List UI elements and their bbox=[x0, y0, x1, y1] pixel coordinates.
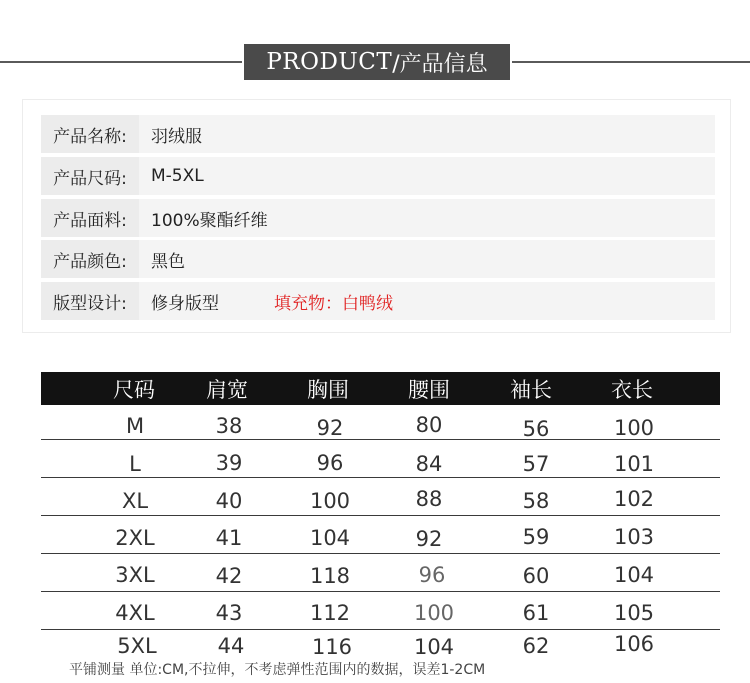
cell-length: 100 bbox=[613, 416, 655, 440]
cell-waist: 88 bbox=[415, 487, 443, 511]
cell-shoulder: 43 bbox=[215, 601, 243, 625]
measurement-note: 平铺测量 单位:CM,不拉伸，不考虑弹性范围内的数据，误差1-2CM bbox=[69, 662, 486, 678]
cell-waist: 84 bbox=[415, 452, 443, 476]
info-row-size bbox=[41, 157, 715, 195]
cell-sleeve: 58 bbox=[522, 489, 550, 513]
cell-waist: 80 bbox=[415, 413, 443, 437]
cell-shoulder: 42 bbox=[215, 564, 243, 588]
info-value: 修身版型 bbox=[151, 293, 219, 314]
header-rule-left bbox=[0, 61, 242, 63]
cell-size: M bbox=[125, 414, 145, 438]
cell-length: 104 bbox=[613, 563, 655, 587]
info-value: 100%聚酯纤维 bbox=[151, 210, 268, 231]
col-header-size: 尺码 bbox=[113, 377, 155, 402]
info-row-color bbox=[41, 240, 715, 278]
cell-size: XL bbox=[121, 489, 149, 513]
info-row-name bbox=[41, 115, 715, 153]
filling-note: 填充物：白鸭绒 bbox=[274, 293, 393, 314]
cell-shoulder: 41 bbox=[215, 526, 243, 550]
cell-length: 102 bbox=[613, 487, 655, 511]
cell-size: 5XL bbox=[117, 634, 157, 658]
section-title-cn: /产品信息 bbox=[392, 51, 488, 77]
cell-length: 101 bbox=[613, 452, 655, 476]
info-label: 产品颜色: bbox=[41, 240, 139, 278]
row-divider bbox=[41, 477, 720, 478]
cell-shoulder: 39 bbox=[215, 451, 243, 475]
cell-waist: 104 bbox=[413, 635, 455, 659]
row-divider bbox=[41, 629, 720, 630]
col-header-length: 衣长 bbox=[611, 377, 653, 402]
cell-shoulder: 44 bbox=[217, 634, 245, 658]
product-info-card bbox=[22, 99, 731, 333]
cell-length: 103 bbox=[613, 525, 655, 549]
cell-chest: 104 bbox=[309, 526, 351, 550]
info-row-fabric bbox=[41, 199, 715, 237]
col-header-shoulder: 肩宽 bbox=[206, 377, 248, 402]
row-divider bbox=[41, 591, 720, 592]
cell-length: 106 bbox=[613, 632, 655, 656]
cell-chest: 112 bbox=[309, 601, 351, 625]
header-rule-right bbox=[512, 61, 750, 63]
cell-chest: 92 bbox=[316, 416, 344, 440]
col-header-chest: 胸围 bbox=[307, 377, 349, 402]
cell-sleeve: 59 bbox=[522, 525, 550, 549]
info-label: 产品尺码: bbox=[41, 157, 139, 195]
cell-sleeve: 56 bbox=[522, 417, 550, 441]
info-value: 羽绒服 bbox=[151, 126, 202, 147]
info-label: 产品名称: bbox=[41, 115, 139, 153]
cell-sleeve: 60 bbox=[522, 564, 550, 588]
cell-chest: 116 bbox=[311, 635, 353, 659]
row-divider bbox=[41, 553, 720, 554]
cell-waist: 96 bbox=[418, 563, 446, 587]
size-table-header bbox=[41, 372, 720, 405]
cell-waist: 100 bbox=[413, 601, 455, 625]
cell-waist: 92 bbox=[415, 527, 443, 551]
section-title bbox=[244, 44, 510, 80]
cell-size: 4XL bbox=[115, 601, 155, 625]
cell-size: 3XL bbox=[115, 563, 155, 587]
section-title-en: PRODUCT bbox=[266, 49, 393, 75]
cell-shoulder: 38 bbox=[215, 414, 243, 438]
info-label: 版型设计: bbox=[41, 282, 139, 320]
info-value: 黑色 bbox=[151, 251, 185, 272]
cell-sleeve: 57 bbox=[522, 452, 550, 476]
cell-chest: 100 bbox=[309, 489, 351, 513]
cell-sleeve: 61 bbox=[522, 601, 550, 625]
info-label: 产品面料: bbox=[41, 199, 139, 237]
info-row-fit bbox=[41, 282, 715, 320]
cell-sleeve: 62 bbox=[522, 634, 550, 658]
row-divider bbox=[41, 515, 720, 516]
col-header-waist: 腰围 bbox=[408, 377, 450, 402]
cell-shoulder: 40 bbox=[215, 489, 243, 513]
info-value: M-5XL bbox=[151, 166, 204, 186]
cell-length: 105 bbox=[613, 601, 655, 625]
cell-chest: 96 bbox=[316, 451, 344, 475]
col-header-sleeve: 袖长 bbox=[510, 377, 552, 402]
cell-size: L bbox=[129, 452, 141, 476]
cell-size: 2XL bbox=[115, 526, 155, 550]
cell-chest: 118 bbox=[309, 564, 351, 588]
